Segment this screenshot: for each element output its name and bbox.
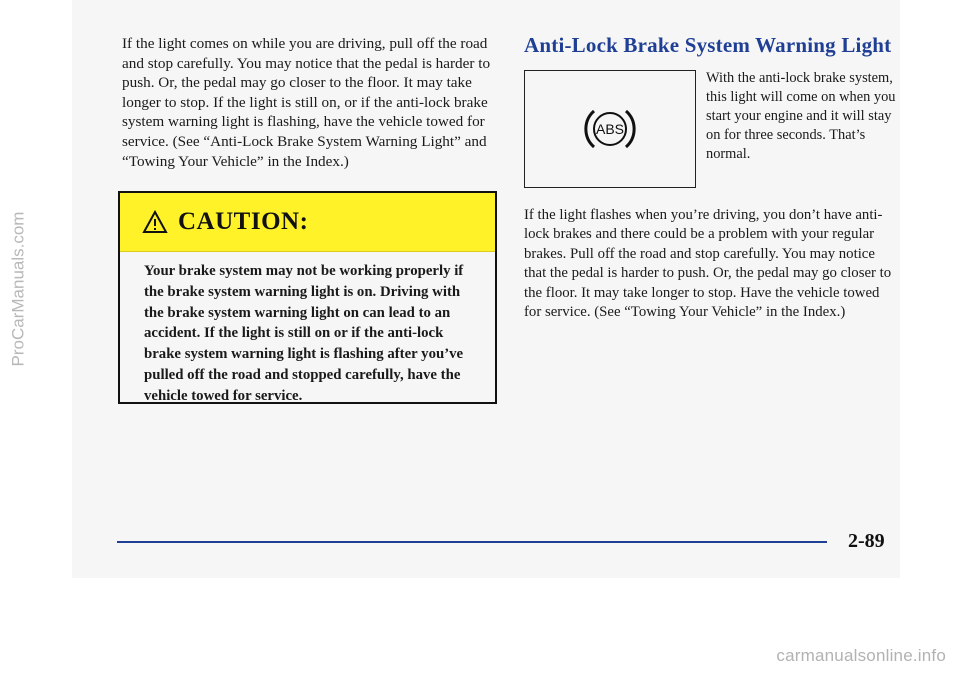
caution-box bbox=[118, 191, 497, 404]
section-title: Anti-Lock Brake System Warning Light bbox=[524, 33, 892, 57]
abs-light-illustration bbox=[524, 70, 696, 188]
side-watermark bbox=[6, 0, 30, 578]
right-paragraph: If the light flashes when you’re driving, you don’t have anti-lock brakes and there could be a problem with your regular brakes. Pull off the road and stop carefully. You may notice that the pedal is harder to push. Or, the pedal may go closer to the floor. It may take longer to stop. Have the vehicle towed for service. (See “Towing Your Vehicle” in the Index.) bbox=[524, 207, 892, 321]
bottom-watermark: carmanualsonline.info bbox=[776, 646, 946, 665]
caution-header bbox=[120, 193, 495, 252]
abs-warning-light-icon bbox=[578, 101, 642, 157]
left-column bbox=[122, 34, 497, 171]
intro-paragraph: If the light comes on while you are driving, pull off the road and stop carefully. You may notice that the pedal is harder to push. Or, the pedal may go closer to the floor. It may take longer to stop. If the light is still on, or if the anti-lock brake system warning light is flashing, have the vehicle towed for service. (See “Anti-Lock Brake System Warning Light” and “Towing Your Vehicle” in the Index.) bbox=[122, 35, 491, 170]
side-watermark-text: ProCarManuals.com bbox=[8, 211, 28, 367]
caution-body: Your brake system may not be working properly if the brake system warning light is on. Driving with the brake system warning light on can lead to an accident. If the light is still on or if the anti-lock brake system warning light is flashing after you’ve pulled off the road and stopped carefully, have the vehicle towed for service. bbox=[144, 263, 464, 404]
right-column bbox=[524, 33, 896, 58]
warning-triangle-icon bbox=[142, 210, 168, 234]
abs-icon-label: ABS bbox=[595, 121, 625, 137]
abs-description: With the anti-lock brake system, this light will come on when you start your engine and it will stay on for three seconds. That’s normal. bbox=[706, 70, 896, 162]
caution-title: CAUTION: bbox=[178, 208, 309, 235]
page-number: 2-89 bbox=[848, 530, 885, 552]
footer-rule bbox=[117, 541, 827, 543]
